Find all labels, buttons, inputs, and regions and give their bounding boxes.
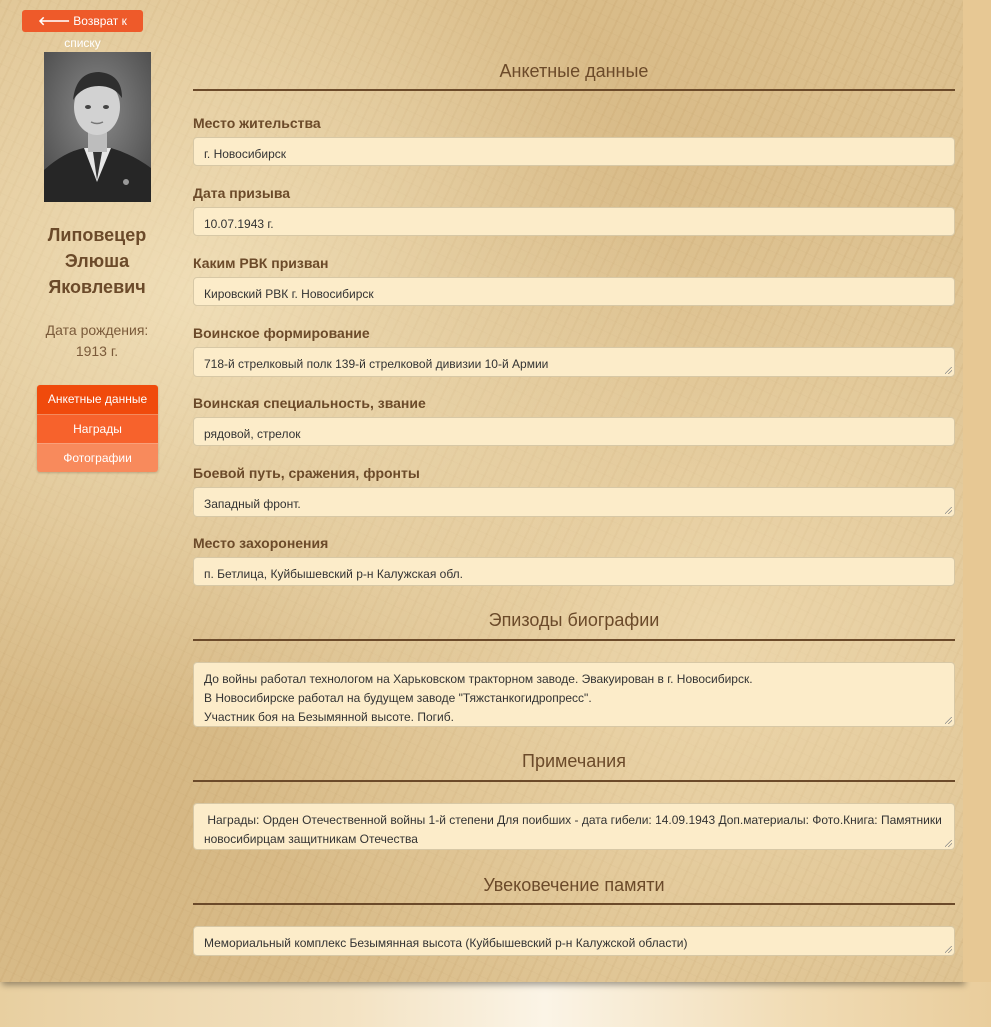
- nav-item-photos[interactable]: Фотографии: [37, 443, 158, 472]
- birth-date: [22, 320, 172, 362]
- field-burial-place[interactable]: п. Бетлица, Куйбышевский р-н Калужская обл.: [193, 557, 955, 586]
- field-residence[interactable]: г. Новосибирск: [193, 137, 955, 166]
- back-to-list-button[interactable]: [22, 10, 143, 50]
- birth-date-label: Дата рождения:: [45, 322, 149, 338]
- section-title-notes: Примечания: [522, 751, 626, 771]
- nav-item-profile[interactable]: Анкетные данные: [37, 385, 158, 414]
- section-divider: [193, 780, 955, 782]
- field-military-unit[interactable]: 718-й стрелковый полк 139-й стрелковой дивизии 10-й Армии: [193, 347, 955, 377]
- section-divider: [193, 639, 955, 641]
- field-notes[interactable]: Награды: Орден Отечественной войны 1-й степени Для поибших - дата гибели: 14.09.1943 Доп.материалы: Фото.Книга: Памятники новосибирцам защитникам Отечества: [193, 803, 955, 850]
- section-title-profile: Анкетные данные: [499, 61, 649, 81]
- arrow-left-icon: 🡐: [38, 14, 71, 28]
- section-title-memory: Увековечение памяти: [483, 875, 665, 895]
- person-patronymic: Яковлевич: [48, 277, 146, 297]
- field-label-rank: Воинская специальность, звание: [193, 395, 426, 411]
- section-divider: [193, 89, 955, 91]
- field-label-military-unit: Воинское формирование: [193, 325, 370, 341]
- field-label-burial-place: Место захоронения: [193, 535, 329, 551]
- birth-date-value: 1913 г.: [75, 343, 119, 359]
- section-title-biography: Эпизоды биографии: [488, 610, 660, 630]
- field-conscription-date[interactable]: 10.07.1943 г.: [193, 207, 955, 236]
- field-label-combat-path: Боевой путь, сражения, фронты: [193, 465, 420, 481]
- field-combat-path[interactable]: Западный фронт.: [193, 487, 955, 517]
- nav-item-awards[interactable]: Награды: [37, 414, 158, 443]
- field-memory[interactable]: Мемориальный комплекс Безымянная высота (Куйбышевский р-н Калужской области): [193, 926, 955, 956]
- field-label-rvk: Каким РВК призван: [193, 255, 329, 271]
- person-last-name: Липовецер: [47, 225, 147, 245]
- field-biography[interactable]: До войны работал технологом на Харьковском тракторном заводе. Эвакуирован в г. Новосибирск. В Новосибирске работал на будущем заводе "Тяжстанкогидропресс". Участник боя на Безымянной высоте. Погиб.: [193, 662, 955, 727]
- page-edge: [963, 0, 991, 982]
- field-label-conscription-date: Дата призыва: [193, 185, 291, 201]
- field-rank[interactable]: рядовой, стрелок: [193, 417, 955, 446]
- field-rvk[interactable]: Кировский РВК г. Новосибирск: [193, 277, 955, 306]
- field-label-residence: Место жительства: [193, 115, 321, 131]
- person-first-name: Элюша: [64, 251, 130, 271]
- back-to-list-label: Возврат к списку: [64, 14, 127, 50]
- portrait-photo: [44, 52, 151, 202]
- section-divider: [193, 903, 955, 905]
- profile-nav: [37, 385, 158, 472]
- person-full-name: [22, 222, 172, 300]
